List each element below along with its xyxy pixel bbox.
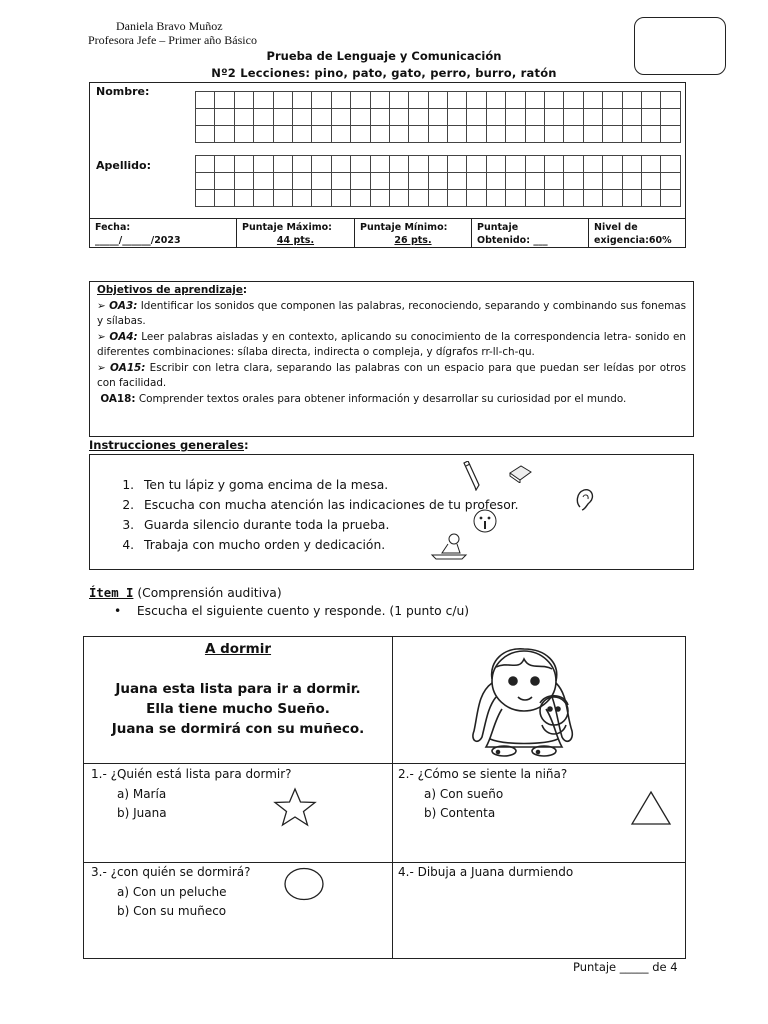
letter-cell[interactable] (661, 156, 680, 173)
letter-cell[interactable] (215, 156, 234, 173)
letter-cell[interactable] (371, 190, 390, 207)
letter-cell[interactable] (642, 156, 661, 173)
letter-cell[interactable] (506, 92, 525, 109)
letter-cell[interactable] (254, 92, 273, 109)
letter-cell[interactable] (235, 109, 254, 126)
question-text: 1.- ¿Quién está lista para dormir? (91, 767, 292, 781)
letter-cell[interactable] (274, 190, 293, 207)
letter-cell[interactable] (293, 126, 312, 143)
teacher-name: Daniela Bravo Muñoz (116, 19, 223, 33)
letter-cell[interactable] (274, 126, 293, 143)
letter-cell[interactable] (196, 92, 215, 109)
letter-cell[interactable] (623, 173, 642, 190)
objective-item: ➢ OA3: Identificar los sonidos que componen las palabras, reconociendo, separando y combinando sus fonemas y sílabas. (97, 299, 687, 327)
objectives-heading: Objetivos de aprendizaje (97, 284, 243, 296)
letter-cell[interactable] (623, 109, 642, 126)
letter-cell[interactable] (506, 190, 525, 207)
objective-item: ➢ OA4: Leer palabras aisladas y en contexto, aplicando su conocimiento de la correspondencia letra- sonido en diferentes combinaciones: sílaba directa, indirecta o compleja, y dígrafos rr-ll-ch-qu. (97, 330, 686, 358)
letter-cell[interactable] (312, 109, 331, 126)
letter-cell[interactable] (312, 92, 331, 109)
letter-cell[interactable] (332, 156, 351, 173)
date-cell[interactable] (90, 219, 237, 248)
letter-cell[interactable] (409, 156, 428, 173)
letter-cell[interactable] (564, 92, 583, 109)
letter-cell[interactable] (312, 173, 331, 190)
letter-cell[interactable] (429, 156, 448, 173)
letter-cell[interactable] (526, 190, 545, 207)
instruction-item: 4. Trabaja con mucho orden y dedicación. (138, 535, 519, 555)
letter-cell[interactable] (254, 126, 273, 143)
letter-cell[interactable] (332, 173, 351, 190)
letter-cell[interactable] (351, 190, 370, 207)
letter-cell[interactable] (196, 156, 215, 173)
question-3 (91, 863, 251, 922)
letter-cell[interactable] (564, 109, 583, 126)
letter-cell[interactable] (584, 126, 603, 143)
date-label: Fecha: (95, 222, 131, 233)
item1-heading (89, 586, 282, 600)
letter-cell[interactable] (642, 190, 661, 207)
objective-item: ➢ OA15: Escribir con letra clara, separando las palabras con un espacio para que puedan ser leídas por otros con facilidad. (97, 361, 687, 389)
letter-cell[interactable] (564, 190, 583, 207)
instruction-item: 1. Ten tu lápiz y goma encima de la mesa. (138, 475, 519, 495)
test-title: Prueba de Lenguaje y Comunicación (266, 49, 502, 63)
level-cell (589, 219, 685, 248)
letter-cell[interactable] (603, 92, 622, 109)
max-score-cell (237, 219, 355, 248)
letter-cell[interactable] (526, 109, 545, 126)
letter-cell[interactable] (487, 109, 506, 126)
letter-cell[interactable] (409, 173, 428, 190)
letter-cell[interactable] (351, 92, 370, 109)
letter-cell[interactable] (274, 156, 293, 173)
letter-cell[interactable] (623, 156, 642, 173)
letter-cell[interactable] (235, 190, 254, 207)
girl-with-doll-illustration (434, 641, 654, 761)
level-value: exigencia:60% (594, 235, 672, 246)
letter-cell[interactable] (448, 173, 467, 190)
max-score-label: Puntaje Máximo: (242, 222, 332, 233)
letter-cell[interactable] (254, 173, 273, 190)
letter-cell[interactable] (312, 156, 331, 173)
letter-cell[interactable] (409, 190, 428, 207)
letter-cell[interactable] (603, 126, 622, 143)
story-text (84, 679, 392, 739)
letter-cell[interactable] (545, 190, 564, 207)
letter-cell[interactable] (196, 126, 215, 143)
teacher-role: Profesora Jefe – Primer año Básico (88, 33, 257, 47)
name-label: Nombre: (96, 85, 150, 98)
surname-grid[interactable] (195, 155, 681, 207)
letter-cell[interactable] (584, 173, 603, 190)
letter-cell[interactable] (564, 126, 583, 143)
objective-item: OA18: Comprender textos orales para obtener información y desarrollar su curiosidad por el mundo. (100, 392, 627, 405)
letter-cell[interactable] (526, 173, 545, 190)
letter-cell[interactable] (564, 156, 583, 173)
letter-cell[interactable] (506, 173, 525, 190)
letter-cell[interactable] (487, 92, 506, 109)
letter-cell[interactable] (351, 109, 370, 126)
item1-label: Ítem I (89, 586, 134, 600)
letter-cell[interactable] (642, 173, 661, 190)
instruction-item: 3. Guarda silencio durante toda la prueba. (138, 515, 519, 535)
letter-cell[interactable] (448, 92, 467, 109)
letter-cell[interactable] (448, 156, 467, 173)
pencil-icon (460, 461, 482, 491)
letter-cell[interactable] (196, 190, 215, 207)
letter-cell[interactable] (506, 109, 525, 126)
letter-cell[interactable] (506, 156, 525, 173)
letter-cell[interactable] (661, 109, 680, 126)
letter-cell[interactable] (584, 92, 603, 109)
question-4 (398, 863, 573, 883)
question-1 (91, 765, 292, 824)
letter-cell[interactable] (332, 190, 351, 207)
letter-cell[interactable] (371, 92, 390, 109)
letter-cell[interactable] (351, 126, 370, 143)
letter-cell[interactable] (448, 126, 467, 143)
letter-cell[interactable] (371, 109, 390, 126)
letter-cell[interactable] (390, 126, 409, 143)
letter-cell[interactable] (526, 92, 545, 109)
letter-cell[interactable] (215, 109, 234, 126)
letter-cell[interactable] (467, 173, 486, 190)
letter-cell[interactable] (293, 92, 312, 109)
letter-cell[interactable] (584, 109, 603, 126)
answer-option[interactable]: b) Juana (117, 806, 167, 820)
instructions-box (89, 454, 694, 570)
letter-cell[interactable] (215, 126, 234, 143)
letter-cell[interactable] (467, 126, 486, 143)
letter-cell[interactable] (661, 190, 680, 207)
letter-cell[interactable] (623, 92, 642, 109)
letter-cell[interactable] (390, 156, 409, 173)
letter-cell[interactable] (545, 126, 564, 143)
max-score-value: 44 pts. (276, 235, 315, 246)
instructions-heading-wrap: Instrucciones generales: (89, 438, 249, 452)
obtained-score-label: Puntaje (477, 222, 519, 233)
letter-cell[interactable] (235, 92, 254, 109)
obtained-score-value: Obtenido: ___ (477, 235, 548, 246)
letter-cell[interactable] (487, 190, 506, 207)
letter-cell[interactable] (312, 190, 331, 207)
story-line: Ella tiene mucho Sueño. (146, 701, 330, 717)
letter-cell[interactable] (448, 109, 467, 126)
surname-label: Apellido: (96, 159, 151, 172)
letter-cell[interactable] (487, 156, 506, 173)
letter-cell[interactable] (371, 173, 390, 190)
name-grid[interactable] (195, 91, 681, 143)
letter-cell[interactable] (235, 156, 254, 173)
letter-cell[interactable] (642, 126, 661, 143)
letter-cell[interactable] (409, 109, 428, 126)
item1-instruction: • Escucha el siguiente cuento y responde. (1 punto c/u) (114, 604, 470, 618)
letter-cell[interactable] (429, 173, 448, 190)
letter-cell[interactable] (661, 92, 680, 109)
story-line: Juana esta lista para ir a dormir. (115, 681, 361, 697)
letter-cell[interactable] (467, 109, 486, 126)
letter-cell[interactable] (429, 92, 448, 109)
question-text: 3.- ¿con quién se dormirá? (91, 865, 251, 879)
letter-cell[interactable] (215, 190, 234, 207)
eraser-icon (507, 463, 533, 483)
letter-cell[interactable] (312, 126, 331, 143)
letter-cell[interactable] (254, 156, 273, 173)
letter-cell[interactable] (351, 173, 370, 190)
letter-cell[interactable] (603, 156, 622, 173)
min-score-value: 26 pts. (394, 235, 432, 246)
story-title: A dormir (204, 641, 272, 657)
ear-icon (574, 487, 596, 513)
answer-option[interactable]: a) Con sueño (424, 786, 504, 801)
questions-table (83, 636, 686, 959)
letter-cell[interactable] (603, 190, 622, 207)
circle-icon (282, 866, 326, 902)
identification-box (89, 82, 686, 248)
question-text: 2.- ¿Cómo se siente la niña? (398, 767, 568, 781)
letter-cell[interactable] (623, 126, 642, 143)
objectives-box: Objetivos de aprendizaje: ➢ OA3: Identificar los sonidos que componen las palabras, reconociendo, separando y combinando sus fonemas y sílabas. ➢ OA4: Leer palabras aisladas y en contexto, aplicando su conocimiento de la correspondencia letra- sonido en diferentes combinaciones: sílaba directa, indirecta o compleja, y dígrafos rr-ll-ch-qu. ➢ OA15: Escribir con letra clara, separando las palabras con un espacio para que puedan ser leídas por otros con facilidad. OA18: Comprender textos orales para obtener información y desarrollar su curiosidad por el mundo. (89, 281, 694, 437)
letter-cell[interactable] (603, 173, 622, 190)
drawing-area[interactable] (393, 887, 685, 957)
letter-cell[interactable] (390, 173, 409, 190)
letter-cell[interactable] (467, 92, 486, 109)
date-value: _____/______/2023 (95, 235, 181, 246)
instructions-heading: Instrucciones generales (89, 438, 245, 452)
letter-cell[interactable] (274, 173, 293, 190)
answer-option[interactable]: a) Con un peluche (117, 884, 227, 899)
star-icon (270, 787, 320, 827)
level-label: Nivel de (594, 222, 638, 233)
question-text: 4.- Dibuja a Juana durmiendo (398, 865, 574, 879)
test-subtitle: Nº2 Lecciones: pino, pato, gato, perro, burro, ratón (211, 66, 557, 80)
letter-cell[interactable] (274, 92, 293, 109)
letter-cell[interactable] (429, 126, 448, 143)
letter-cell[interactable] (448, 190, 467, 207)
letter-cell[interactable] (661, 173, 680, 190)
letter-cell[interactable] (545, 92, 564, 109)
letter-cell[interactable] (564, 173, 583, 190)
letter-cell[interactable] (545, 156, 564, 173)
letter-cell[interactable] (332, 126, 351, 143)
triangle-icon (630, 790, 672, 826)
letter-cell[interactable] (196, 173, 215, 190)
min-score-cell (355, 219, 472, 248)
letter-cell[interactable] (526, 156, 545, 173)
answer-option[interactable]: b) Contenta (424, 806, 496, 820)
letter-cell[interactable] (254, 190, 273, 207)
letter-cell[interactable] (409, 126, 428, 143)
letter-cell[interactable] (642, 109, 661, 126)
letter-cell[interactable] (642, 92, 661, 109)
item1-bullet: Escucha el siguiente cuento y responde. (1 punto c/u) (136, 604, 470, 618)
page-score: Puntaje _____ de 4 (573, 960, 678, 974)
silence-face-icon (470, 507, 500, 537)
letter-cell[interactable] (215, 92, 234, 109)
letter-cell[interactable] (390, 92, 409, 109)
teacher-info (88, 19, 257, 47)
letter-cell[interactable] (467, 156, 486, 173)
letter-cell[interactable] (390, 190, 409, 207)
letter-cell[interactable] (215, 173, 234, 190)
score-row (90, 218, 685, 248)
letter-cell[interactable] (409, 92, 428, 109)
letter-cell[interactable] (526, 126, 545, 143)
letter-cell[interactable] (196, 109, 215, 126)
letter-cell[interactable] (487, 126, 506, 143)
letter-cell[interactable] (623, 190, 642, 207)
obtained-score-cell[interactable] (472, 219, 589, 248)
letter-cell[interactable] (506, 126, 525, 143)
letter-cell[interactable] (467, 190, 486, 207)
letter-cell[interactable] (429, 190, 448, 207)
letter-cell[interactable] (371, 156, 390, 173)
letter-cell[interactable] (235, 173, 254, 190)
letter-cell[interactable] (293, 173, 312, 190)
answer-option[interactable]: b) Con su muñeco (117, 904, 227, 918)
letter-cell[interactable] (584, 190, 603, 207)
min-score-label: Puntaje Mínimo: (360, 222, 448, 233)
question-2 (398, 765, 567, 824)
letter-cell[interactable] (545, 173, 564, 190)
letter-cell[interactable] (293, 109, 312, 126)
letter-cell[interactable] (487, 173, 506, 190)
story-line: Juana se dormirá con su muñeco. (111, 721, 365, 737)
instruction-item: 2. Escucha con mucha atención las indicaciones de tu profesor. (138, 495, 519, 515)
letter-cell[interactable] (293, 156, 312, 173)
letter-cell[interactable] (584, 156, 603, 173)
letter-cell[interactable] (429, 109, 448, 126)
letter-cell[interactable] (603, 109, 622, 126)
letter-cell[interactable] (545, 109, 564, 126)
letter-cell[interactable] (661, 126, 680, 143)
item1-subtitle: (Comprensión auditiva) (133, 586, 282, 600)
letter-cell[interactable] (332, 92, 351, 109)
answer-option[interactable]: a) María (117, 786, 167, 801)
letter-cell[interactable] (371, 126, 390, 143)
letter-cell[interactable] (390, 109, 409, 126)
child-writing-icon (430, 531, 468, 561)
letter-cell[interactable] (235, 126, 254, 143)
letter-cell[interactable] (351, 156, 370, 173)
letter-cell[interactable] (293, 190, 312, 207)
letter-cell[interactable] (274, 109, 293, 126)
letter-cell[interactable] (254, 109, 273, 126)
letter-cell[interactable] (332, 109, 351, 126)
